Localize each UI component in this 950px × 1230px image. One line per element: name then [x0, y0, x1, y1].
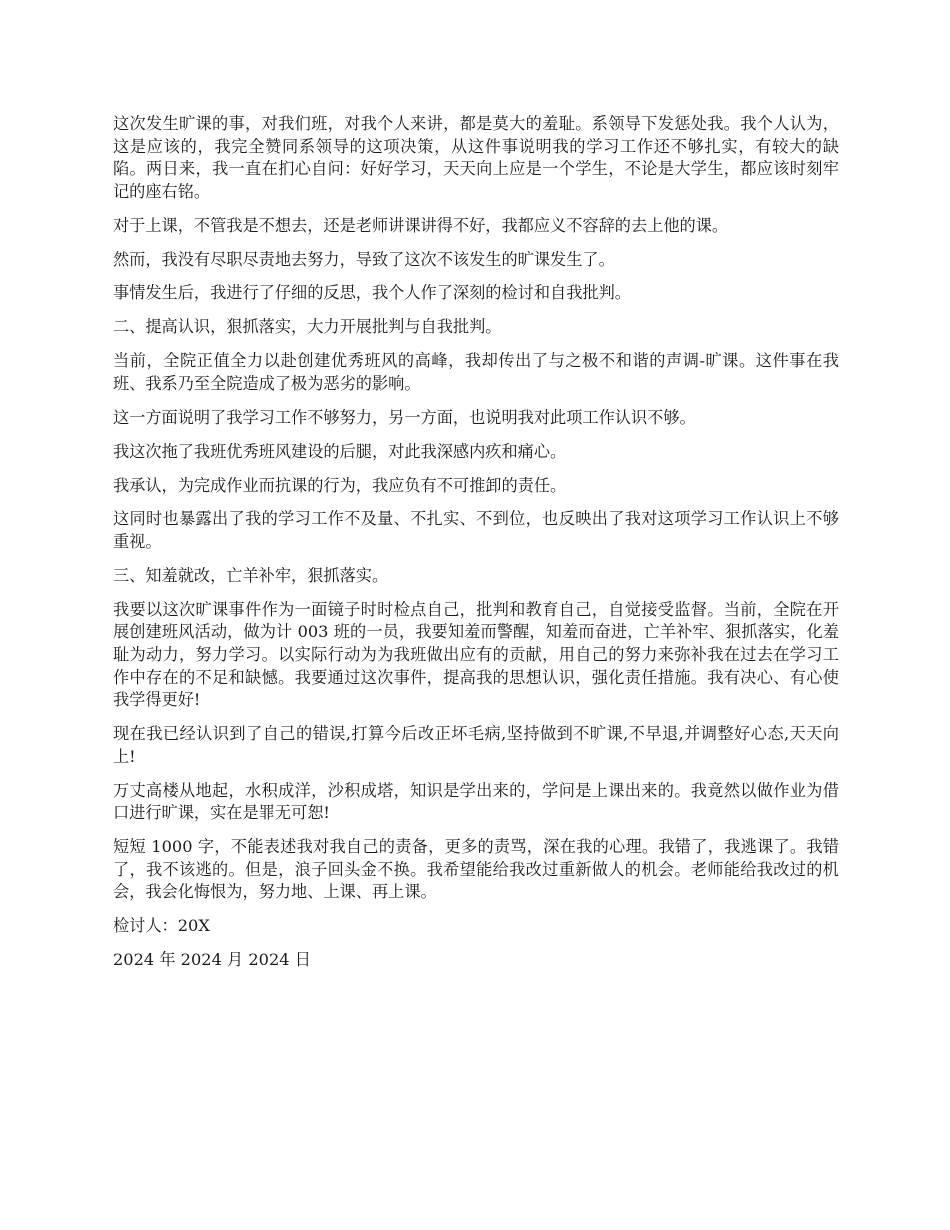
- paragraph-guilt: 我这次拖了我班优秀班风建设的后腿，对此我深感内疚和痛心。: [113, 441, 567, 461]
- paragraph-responsibility: 我承认，为完成作业而抗课的行为，我应负有不可推卸的责任。: [113, 475, 567, 495]
- paragraph-exposed-flaws: 这同时也暴露出了我的学习工作不及量、不扎实、不到位，也反映出了我对这项学习工作认识上不够重视。: [113, 509, 839, 551]
- paragraph-proverb: 万丈高楼从地起，水积成洋，沙积成塔，知识是学出来的，学问是上课出来的。我竟然以做作业为借口进行旷课，实在是罪无可恕!: [113, 780, 839, 823]
- paragraph-attend-class: 对于上课，不管我是不想去，还是老师讲课讲得不好，我都应义不容辞的去上他的课。: [113, 215, 729, 235]
- date-line: 2024 年 2024 月 2024 日: [113, 949, 311, 969]
- paragraph-closing: 短短 1000 字，不能表述我对我自己的责备，更多的责骂，深在我的心理。我错了，我逃课了。我错了，我不该逃的。但是，浪子回头金不换。我希望能给我改过重新做人的机会。老师能给我改过的机会，我会化悔恨为，努力地、上课、再上课。: [113, 837, 839, 902]
- paragraph-reflection: 事情发生后，我进行了仔细的反思，我个人作了深刻的检讨和自我批判。: [113, 283, 631, 303]
- section-heading-3: 三、知羞就改，亡羊补牢，狠抓落实。: [113, 565, 389, 585]
- paragraph-not-diligent: 然而，我没有尽职尽责地去努力，导致了这次不该发生的旷课发生了。: [113, 249, 615, 269]
- paragraph-mirror: 我要以这次旷课事件作为一面镜子时时检点自己，批判和教育自己，自觉接受监督。当前，全院在开展创建班风活动，做为计 003 班的一员，我要知羞而警醒，知羞而奋进，亡羊补牢、狠抓落实，化羞耻为动力，努力学习。以实际行动为为我班做出应有的贡献，用自己的努力来弥补我在过去在学习工作中存在的不足和缺憾。我要通过这次事件，提高我的思想认识，强化责任措施。我有决心、有心使我学得更好!: [113, 599, 839, 710]
- document-body: [113, 113, 839, 983]
- section-heading-2: 二、提高认识，狠抓落实，大力开展批判与自我批判。: [113, 317, 502, 337]
- paragraph-not-enough-effort: 这一方面说明了我学习工作不够努力，另一方面，也说明我对此项工作认识不够。: [113, 407, 696, 427]
- paragraph-recognize-error: 现在我已经认识到了自己的错误,打算今后改正坏毛病,坚持做到不旷课,不早退,并调整好心态,天天向上!: [113, 724, 839, 766]
- paragraph-current-situation: 当前，全院正值全力以赴创建优秀班风的高峰，我却传出了与之极不和谐的声调-旷课。这件事在我班、我系乃至全院造成了极为恶劣的影响。: [113, 351, 839, 393]
- paragraph-intro: 这次发生旷课的事，对我们班，对我个人来讲，都是莫大的羞耻。系领导下发惩处我。我个人认为，这是应该的，我完全赞同系领导的这项决策，从这件事说明我的学习工作还不够扎实，有较大的缺陷。两日来，我一直在扪心自问：好好学习，天天向上应是一个学生，不论是大学生，都应该时刻牢记的座右铭。: [113, 114, 839, 201]
- signature-line: 检讨人：20X: [113, 916, 210, 936]
